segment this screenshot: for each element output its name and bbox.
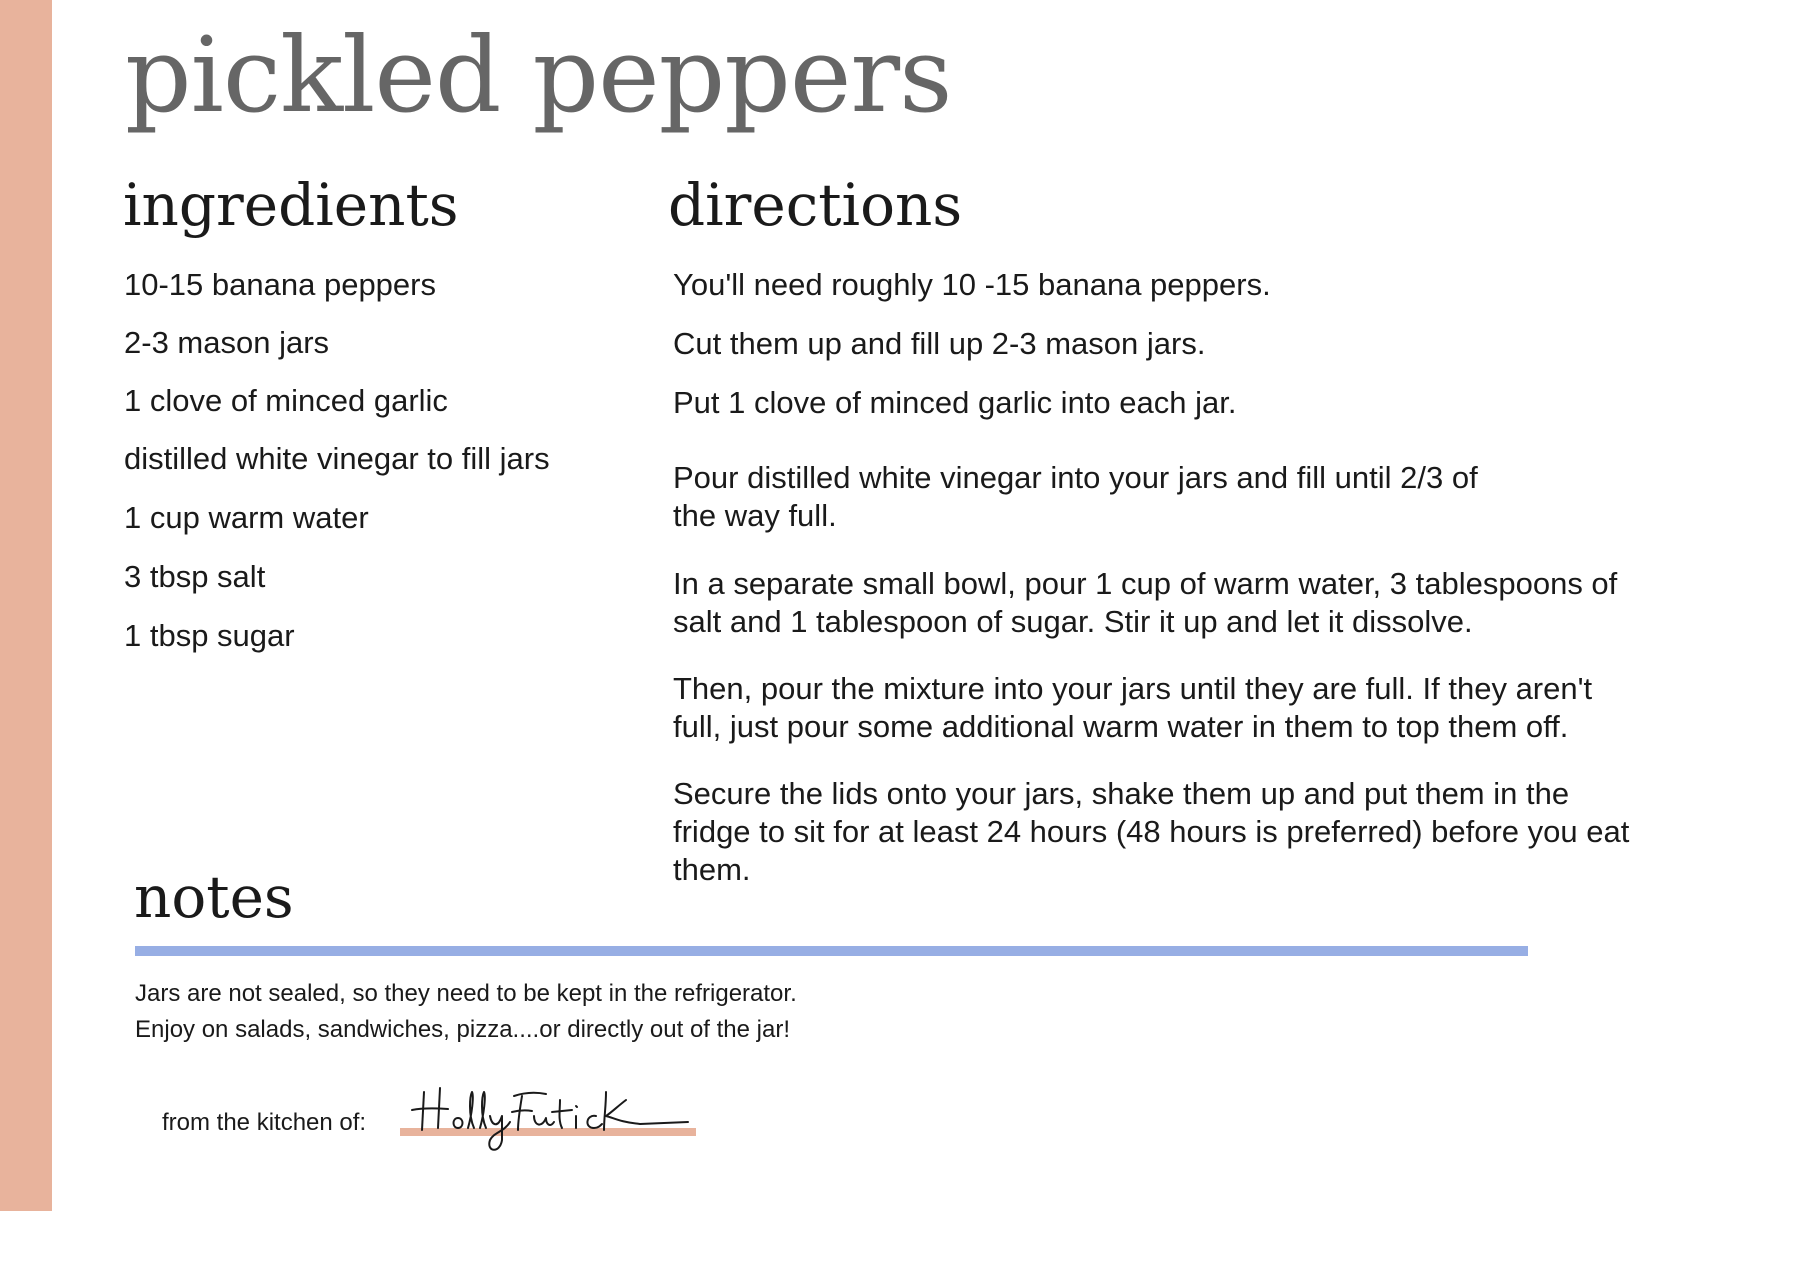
directions-heading: directions	[668, 171, 963, 239]
ingredients-heading: ingredients	[123, 171, 459, 239]
ingredient-item: 2-3 mason jars	[124, 325, 330, 360]
page-title: pickled peppers	[125, 14, 952, 136]
direction-step: You'll need roughly 10 -15 banana peppers.	[673, 267, 1271, 302]
direction-step: Put 1 clove of minced garlic into each jar.	[673, 385, 1237, 420]
ingredient-item: 1 cup warm water	[124, 500, 369, 535]
notes-heading: notes	[134, 863, 294, 931]
direction-step: Then, pour the mixture into your jars until they are full. If they aren't full, just pour some additional warm water in them to top them off.	[673, 671, 1593, 744]
direction-step: Pour distilled white vinegar into your jars and fill until 2/3 of the way full.	[673, 460, 1478, 533]
note-line: Enjoy on salads, sandwiches, pizza....or directly out of the jar!	[135, 1016, 790, 1043]
ingredient-item: 3 tbsp salt	[124, 559, 266, 594]
side-stripe	[0, 0, 52, 1211]
note-line: Jars are not sealed, so they need to be kept in the refrigerator.	[135, 980, 797, 1007]
ingredient-item: distilled white vinegar to fill jars	[124, 441, 550, 476]
ingredient-item: 1 clove of minced garlic	[124, 383, 448, 418]
ingredient-item: 1 tbsp sugar	[124, 618, 295, 653]
direction-step: Secure the lids onto your jars, shake them up and put them in the fridge to sit for at least 24 hours (48 hours is preferred) before you eat them.	[673, 776, 1630, 887]
direction-step: Cut them up and fill up 2-3 mason jars.	[673, 326, 1206, 361]
ingredient-item: 10-15 banana peppers	[124, 267, 436, 302]
from-kitchen-label: from the kitchen of:	[162, 1109, 367, 1136]
notes-divider	[135, 946, 1528, 956]
signature-icon	[400, 1078, 700, 1158]
direction-step: In a separate small bowl, pour 1 cup of warm water, 3 tablespoons of salt and 1 tablespoon of sugar. Stir it up and let it dissolve.	[673, 566, 1618, 639]
